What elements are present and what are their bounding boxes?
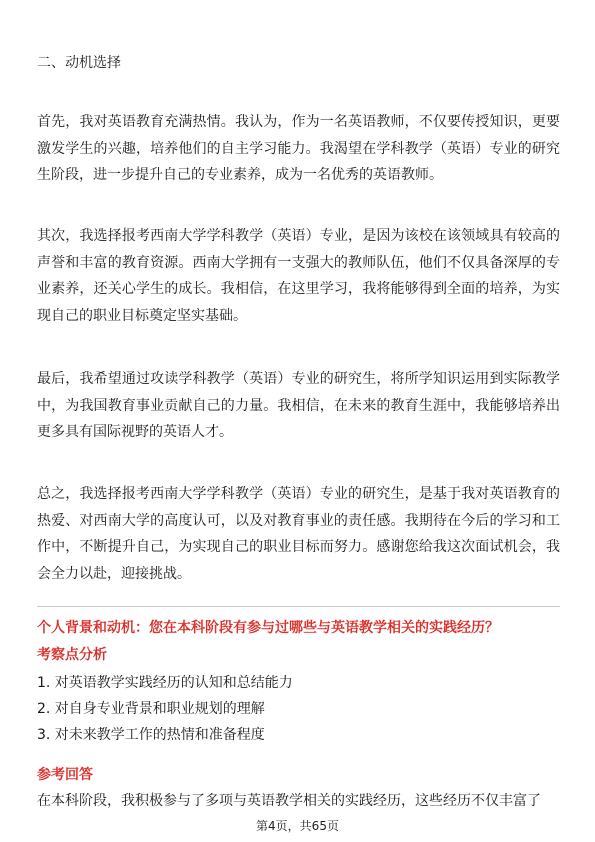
answer-heading: 参考回答	[37, 767, 93, 783]
paragraph-third: 最后，我希望通过攻读学科教学（英语）专业的研究生，将所学知识运用到实际教学中，为我国教育事业贡献自己的力量。我相信，在未来的教育生涯中，我能够培养出更多具有国际视野的英语人才。	[37, 371, 560, 440]
interview-question: 个人背景和动机：您在本科阶段有参与过哪些与英语教学相关的实践经历？	[37, 620, 499, 636]
paragraph-first: 首先，我对英语教育充满热情。我认为，作为一名英语教师，不仅要传授知识，更要激发学生的兴趣，培养他们的自主学习能力。我渴望在学科教学（英语）专业的研究生阶段，进一步提升自己的专业素养，成为一名优秀的英语教师。	[37, 114, 560, 183]
analysis-list	[37, 670, 293, 748]
page-number: 第4页，共65页	[256, 819, 339, 833]
answer-text: 在本科阶段，我积极参与了多项与英语教学相关的实践经历，这些经历不仅丰富了	[37, 793, 541, 809]
list-item: 2. 对自身专业背景和职业规划的理解	[37, 701, 265, 717]
section-divider	[37, 606, 560, 607]
paragraph-conclusion: 总之，我选择报考西南大学学科教学（英语）专业的研究生，是基于我对英语教育的热爱、对西南大学的高度认可，以及对教育事业的责任感。我期待在今后的学习和工作中，不断提升自己，为实现自己的职业目标而努力。感谢您给我这次面试机会，我会全力以赴，迎接挑战。	[37, 486, 560, 582]
analysis-heading: 考察点分析	[37, 647, 107, 663]
list-item: 3. 对未来教学工作的热情和准备程度	[37, 727, 265, 743]
list-item: 1. 对英语教学实践经历的认知和总结能力	[37, 675, 293, 691]
paragraph-second: 其次，我选择报考西南大学学科教学（英语）专业，是因为该校在该领域具有较高的声誉和丰富的教育资源。西南大学拥有一支强大的教师队伍，他们不仅具备深厚的专业素养，还关心学生的成长。我相信，在这里学习，我将能够得到全面的培养，为实现自己的职业目标奠定坚实基础。	[37, 228, 560, 324]
section-heading: 二、动机选择	[37, 55, 121, 71]
